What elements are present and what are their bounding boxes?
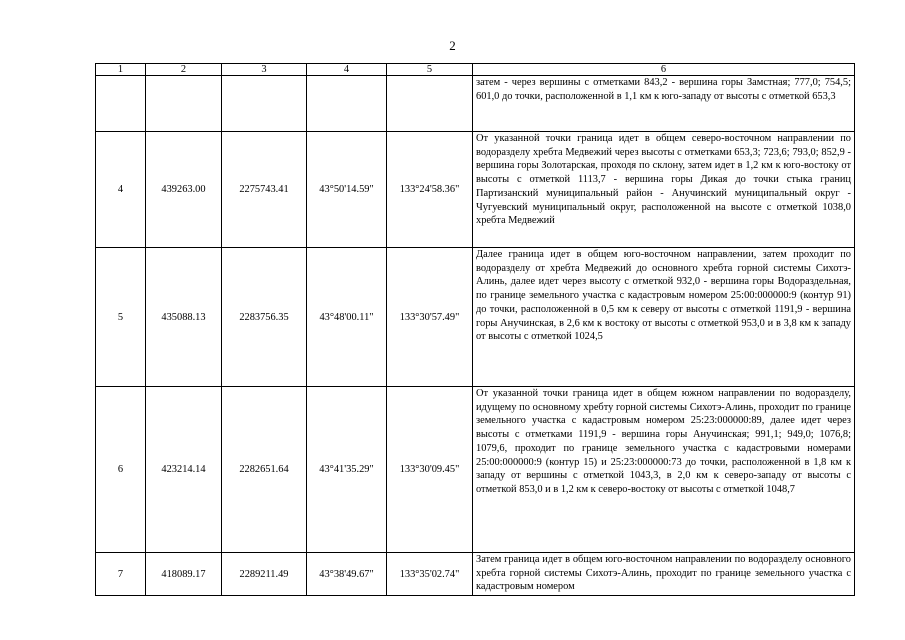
column-header: 2 <box>146 64 222 76</box>
description-cell <box>473 387 855 553</box>
table-row <box>96 76 855 132</box>
point-number-cell: 7 <box>96 553 146 596</box>
description-text: Далее граница идет в общем юго-восточном направлении, затем проходит по водоразделу от хребта Медвежий до основного хребта горной системы Сихотэ-Алинь, далее идет через высоту с отметкой 932,0 - вершина горы Водораздельная, по границе земельного участка с кадастровым номером 25:00:000000:9 (контур 91) до точки, расположенной в 0,5 км к северу от высоты с отметкой 1191,9 - вершина горы Анучинская, в 2,6 км к востоку от высоты с отметкой 953,0 и в 3,8 км к западу от высоты с отметкой 1024,5 <box>476 249 851 343</box>
table-header-row <box>96 64 855 76</box>
point-number-cell: 6 <box>96 387 146 553</box>
column-header: 4 <box>307 64 387 76</box>
table-row <box>96 387 855 553</box>
latitude-cell: 43°50'14.59" <box>307 132 387 248</box>
x-coordinate-cell: 439263.00 <box>146 132 222 248</box>
description-cell <box>473 553 855 596</box>
table-row <box>96 132 855 248</box>
table-row <box>96 248 855 387</box>
longitude-cell <box>387 76 473 132</box>
longitude-cell: 133°30'57.49" <box>387 248 473 387</box>
y-coordinate-cell: 2282651.64 <box>222 387 307 553</box>
description-cell <box>473 132 855 248</box>
column-header: 3 <box>222 64 307 76</box>
column-header: 6 <box>473 64 855 76</box>
y-coordinate-cell <box>222 76 307 132</box>
column-header: 1 <box>96 64 146 76</box>
point-number-cell <box>96 76 146 132</box>
latitude-cell <box>307 76 387 132</box>
latitude-cell: 43°41'35.29" <box>307 387 387 553</box>
description-cell <box>473 248 855 387</box>
description-text: Затем граница идет в общем юго-восточном направлении по водоразделу основного хребта горной системы Сихотэ-Алинь, проходит по границе земельного участка с кадастровым номером <box>476 554 851 593</box>
column-header: 5 <box>387 64 473 76</box>
boundary-table <box>95 63 855 596</box>
x-coordinate-cell: 418089.17 <box>146 553 222 596</box>
x-coordinate-cell: 423214.14 <box>146 387 222 553</box>
latitude-cell: 43°38'49.67" <box>307 553 387 596</box>
description-text: От указанной точки граница идет в общем северо-восточном направлении по водоразделу хребта Медвежий через высоты с отметками 653,3; 723,6; 793,0; 852,9 - вершина горы Золотарская, проходя по склону, затем идет в 1,2 км к юго-востоку от высоты с отметкой 1113,7 - вершина горы Дикая до точки стыка границ Партизанский муниципальный район - Анучинский муниципальный округ - Чугуевский муниципальный округ, расположенной на высоте с отметкой 1038,0 хребта Медвежий <box>476 133 851 227</box>
longitude-cell: 133°30'09.45" <box>387 387 473 553</box>
description-text: От указанной точки граница идет в общем южном направлении по водоразделу, идущему по основному хребту горной системы Сихотэ-Алинь, проходит по границе земельного участка с кадастровым номером 25:23:000000:89, далее идет через высоты с отметками 1191,9 - вершина горы Анучинская; 991,1; 949,0; 1076,8; 1079,6, проходит по границе земельного участка с кадастровыми номерами 25:00:000000:9 (контур 15) и 25:23:000000:73 до точки, расположенной в 1,8 км к западу от вершины с отметкой 1043,3, в 2,0 км к северо-западу от высоты с отметкой 853,0 и в 1,2 км к северо-востоку от высоты с отметкой 1048,7 <box>476 388 851 495</box>
description-text: затем - через вершины с отметками 843,2 - вершина горы Замстная; 777,0; 754,5; 601,0 до точки, расположенной в 1,1 км к юго-западу от высоты с отметкой 653,3 <box>476 77 851 102</box>
longitude-cell: 133°35'02.74" <box>387 553 473 596</box>
table-row <box>96 553 855 596</box>
y-coordinate-cell: 2289211.49 <box>222 553 307 596</box>
x-coordinate-cell <box>146 76 222 132</box>
latitude-cell: 43°48'00.11" <box>307 248 387 387</box>
y-coordinate-cell: 2283756.35 <box>222 248 307 387</box>
description-cell <box>473 76 855 132</box>
x-coordinate-cell: 435088.13 <box>146 248 222 387</box>
point-number-cell: 4 <box>96 132 146 248</box>
point-number-cell: 5 <box>96 248 146 387</box>
longitude-cell: 133°24'58.36" <box>387 132 473 248</box>
y-coordinate-cell: 2275743.41 <box>222 132 307 248</box>
page-number: 2 <box>449 38 456 53</box>
